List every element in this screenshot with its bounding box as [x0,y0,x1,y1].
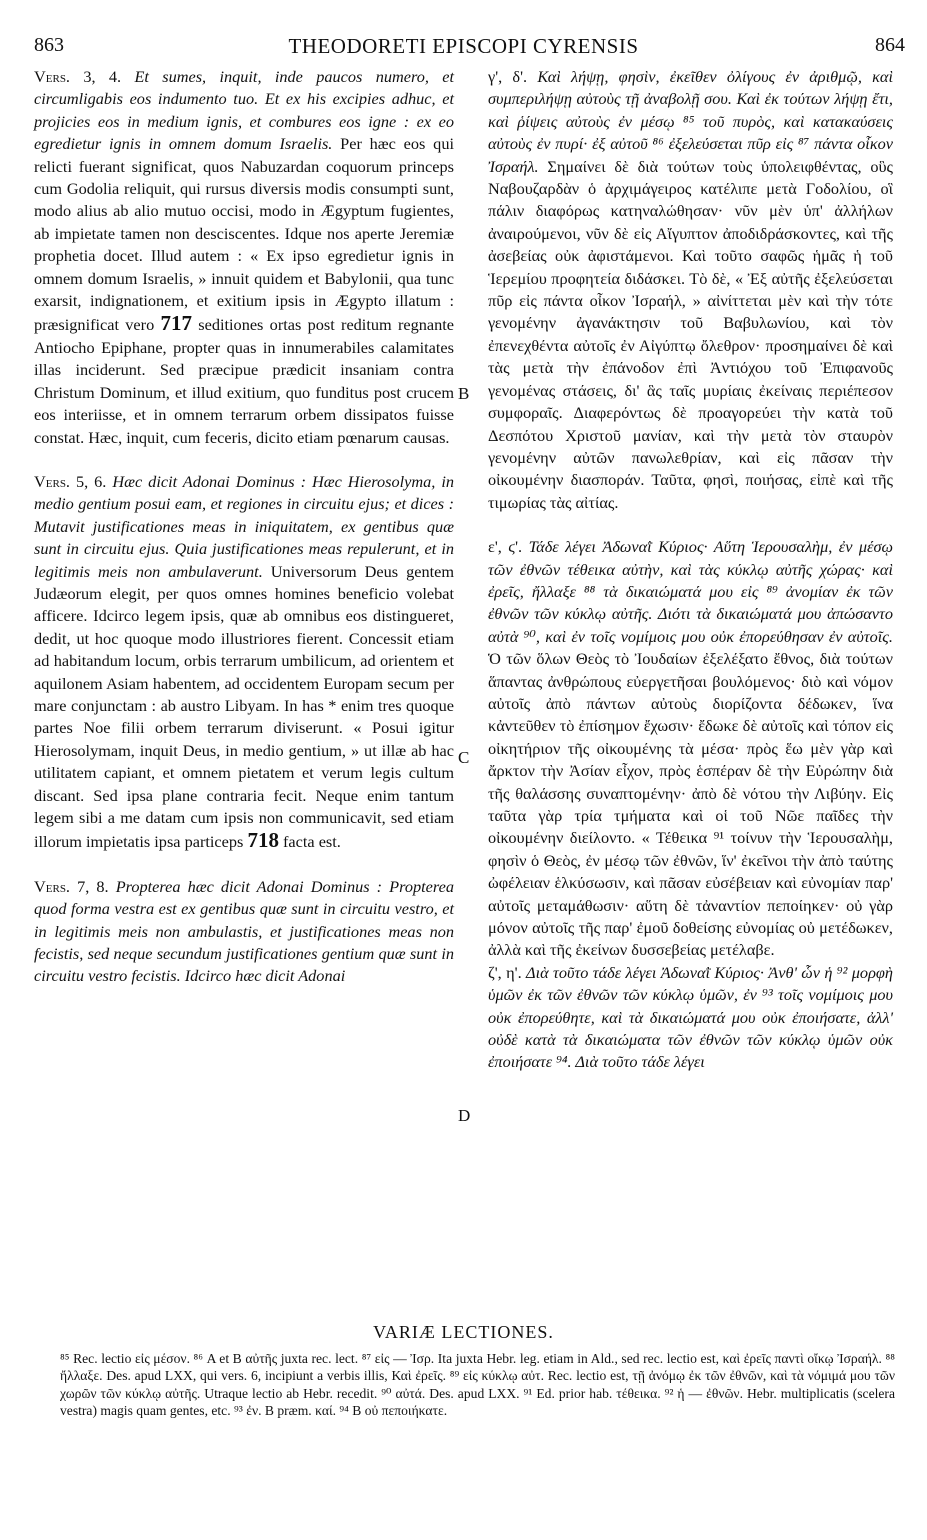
latin-column [34,66,454,1010]
commentary-text: Per hæc eos qui relicti fuerant significat, quos Nabuzardan coquorum princeps cum Godolia reliquit, qui rursus diversis modis consumpti sunt, modo alius ab alio mutuo occisi, modo in Ægyptum fugientes, ab impietate tamen non desciscentes. Idque nos aperte Jeremiæ prophetia docet. Illud autem : « Ex ipso egredietur ignis in omnem domum Israelis, » innuit quidem et Babylonii, qua tunc exarsit, indignationem, et exitium ipsis in Ægypto illatum : præsignificat vero [34,134,454,335]
commentary-text: Ὁ τῶν ὅλων Θεὸς τὸ Ἰουδαίων ἐξελέξατο ἔθνος, διὰ τούτων ἅπαντας ἀνθρώπους εὐεργετῆσαι βουλόμενος· διὸ καὶ νόμον αὐτοῖς ἀπὸ πάντων αὐτοὺς διορίζοντα δέδωκεν, ἵνα κἀντεῦθεν τὸ ἐπίσημον ἔχωσιν· ἔδωκε δὲ αὐτοῖς καὶ τόπον εἰς οἰκητήριον τῆς οἰκουμένης τὰ μέσα· πρὸς ἕω μὲν γὰρ καὶ ἄρκτον τὴν Ἀσίαν εἶχον, πρὸς ἑσπέραν δὲ τὴν Εὐρώπην διὰ τῆς θαλάσσης συναπτομένην· ἀπὸ δὲ νότου τὴν Λιβύην. Εἰς ταῦτα γὰρ τρία τμήματα καὶ οἱ τοῦ Νῶε παῖδες τὴν οἰκουμένην διείλοντο. « Τέθεικα ⁹¹ τοίνυν τὴν Ἱερουσαλὴμ, φησὶν ὁ Θεὸς, ἐν μέσῳ τῶν ἐθνῶν, ἵν' ἐκεῖνοι τὴν ἀπὸ ταύτης ὠφέλειαν ἑλκύσωσιν, καὶ πᾶσαν εὐσέβειαν καὶ εὐνομίαν παρ' αὐτοῖς μεταμάθωσιν· αὕτη δὲ τἀναντίον πεποίηκεν· οὐ γὰρ μόνον αὐτοῖς τῆς παρ' ἐμοῦ δοθείσης εὐνομίας οὐ μετέδωκεν, ἀλλὰ καὶ τῆς ἐκείνων δυσσεβείας μετέλαβε. [488,649,893,960]
commentary-text: Universorum Deus gentem Judæorum elegit, per quos omnes homines beneficio volebat afficere. Idcirco legem ipsis, quæ ab omnibus eos distingueret, dedit, ut hoc quoque modo illustriores fierent. Concessit etiam ad habitandum locum, orbis terrarum umbilicum, ad orientem et aquilonem Asiam habentem, ad occidentem Europam secum per mare conjunctam : ab austro Libyam. In has * enim tres quoque partes Noe filii orbem terrarum diviserunt. « Posui igitur Hierosolymam, inquit Deus, in medio gentium, » ut illæ ab hac utilitatem capiant, et omnem pietatem et verum legis cultum discant. Sed ipsa plane contraria fecit. Neque enim tantum legem sibi a me datam cum ipsis non communicavit, sed etiam illorum impietatis ipsa particeps [34,561,455,852]
scripture-text: Τάδε λέγει Ἀδωναῒ Κύριος· Αὕτη Ἱερουσαλὴμ, ἐν μέσῳ τῶν ἐθνῶν τέθεικα αὐτὴν, καὶ τὰς κύκλῳ αὐτῆς χώρας· καὶ ἐρεῖς, ἤλλαξε ⁸⁸ τὰ δικαιώματά μου εἰς ⁸⁹ ἀνομίαν ἐκ τῶν ἐθνῶν τῶν κύκλῳ αὐτῆς. Διότι τὰ δικαιώματά μου ἀπώσαντο αὐτὰ ⁹⁰, καὶ ἐν τοῖς νομίμοις μου οὐκ ἐπορεύθησαν ἐν αὐτοῖς. [488,537,893,646]
verse-number: ε', ϛ'. [488,537,523,557]
verse-number: ζ', η'. [488,962,522,982]
commentary-text: Σημαίνει δὲ διὰ τούτων τοὺς ὑπολειφθέντας, οὓς Ναβουζαρδὰν ὁ ἀρχιμάγειρος κατέλιπε μετὰ Γοδολίου, οἳ πάλιν διαφόρως κατηναλώθησαν· νῦν μὲν ὑπ' ἀλλήλων ἀναιρούμενοι, νῦν δὲ εἰς Αἴγυπτον ἀποδιδράσκοντες, καὶ τῆς ἀσεβείας οὐκ ἀφιστάμενοι. Καὶ τοῦτο σαφῶς ἡμᾶς ἡ τοῦ Ἱερεμίου προφητεία διδάσκει. Τὸ δὲ, « Ἐξ αὐτῆς ἐξελεύσεται πῦρ εἰς πάντα οἶκον Ἰσραήλ, » αἰνίττεται μὲν καὶ τὴν τότε γενομένην ἀγανάκτησιν τοῦ Βαβυλωνίου, καὶ τὸν ἐπενεχθέντα αὐτοῖς ἐν Αἰγύπτῳ ὄλεθρον· προσημαίνει δὲ καὶ τὰς μετὰ τὴν ἐπάνοδον ἐπὶ Ἀντιόχου τοῦ Ἐπιφανοῦς γενομένας στάσεις, δι' ἃς ταῖς μυρίαις ἐκείναις περιέπεσον συμφοραῖς. Διαφερόντως δὲ προαγορεύει τὴν κατὰ τοῦ Δεσπότου Χριστοῦ μανίαν, καὶ τὴν μετὰ τὸν σταυρὸν γενομένην αὐτῶν πανωλεθρίαν, καὶ εἰς πᾶσαν τὴν οἰκουμένην διασποράν. Ταῦτα, φησὶ, ποιήσας, εἰπὲ καὶ τῆς τιμωρίας τὰς αἰτίας. [488,156,893,512]
section-marker-c: C [458,748,470,767]
latin-paragraph-3 [34,876,454,988]
latin-paragraph-1 [34,66,454,449]
commentary-text: facta est. [283,832,341,852]
verse-number: Vers. 7, 8. [34,876,109,896]
verse-number: Vers. 5, 6. [34,471,107,491]
scripture-text: Et sumes, inquit, inde paucos numero, et circumligabis eos indumento tuo. Et ex his excipies adhuc, et projicies eos in medium ignis, et combures eos igne : ex eo egredietur ignis in omnem domum Israelis. [34,67,454,154]
section-marker-b: B [458,384,470,403]
verse-number: Vers. 3, 4. [34,67,122,86]
scripture-text: Καὶ λήψῃ, φησὶν, ἐκεῖθεν ὀλίγους ἐν ἀριθμῷ, καὶ συμπεριλήψῃ αὐτοὺς τῇ ἀναβολῇ σου. Καὶ ἐκ τούτων λήψῃ ἔτι, καὶ ῥίψεις αὐτοὺς ἐν μέσῳ ⁸⁵ τοῦ πυρὸς, καὶ κατακαύσεις αὐτοὺς ἐν πυρί· ἐξ αὐτοῦ ⁸⁶ ἐξελεύσεται πῦρ εἰς ⁸⁷ πάντα οἶκον Ἰσραήλ. [488,67,893,176]
column-number: 718 [247,828,279,853]
page-header [0,34,927,64]
page-number-right: 864 [875,34,905,56]
page-number-left: 863 [34,34,64,56]
greek-column [488,66,893,1096]
scripture-text: Hæc dicit Adonai Dominus : Hæc Hierosolyma, in medio gentium posui eam, et regiones in circuitu ejus; et dices : Mutavit justificationes meas in iniquitatem, ex gentibus quæ sunt in circuitu ejus. Quia justificationes meas repulerunt, et in legitimis meis non ambulaverunt. [34,471,454,581]
scripture-text: Διὰ τοῦτο τάδε λέγει Ἀδωναῒ Κύριος· Ἀνθ' ὧν ἡ ⁹² μορφὴ ὑμῶν ἐκ τῶν ἐθνῶν τῶν κύκλῳ ὑμῶν, ἐν ⁹³ τοῖς νομίμοις μου οὐκ ἐπορεύθητε, καὶ τὰ δικαιώματά μου οὐκ ἐποιήσατε, ἀλλ' οὐδὲ κατὰ τὰ δικαιώματα τῶν ἐθνῶν τῶν κύκλῳ ὑμῶν οὐκ ἐποιήσατε ⁹⁴. Διὰ τοῦτο τάδε λέγει [488,962,893,1072]
column-number: 717 [160,311,192,336]
variae-lectiones-notes [60,1350,895,1420]
running-title: THEODORETI EPISCOPI CYRENSIS [288,34,639,58]
variae-lectiones-title: VARIÆ LECTIONES. [373,1322,554,1342]
greek-paragraph-1 [488,66,893,514]
section-marker-d: D [458,1106,471,1125]
footnote-text: ⁸⁵ Rec. lectio εἰς μέσον. ⁸⁶ A et B αὐτῆς juxta rec. lect. ⁸⁷ εἰς — Ἰσρ. Ita juxta Hebr. leg. etiam in Ald., sed rec. lectio est, καὶ ἐρεῖς παντὶ οἴκῳ Ἰσραήλ. ⁸⁸ ἤλλαξε. Des. apud LXX, qui vers. 6, incipiunt a verbis illis, Καὶ ἐρεῖς. ⁸⁹ εἰς κύκλῳ αὐτ. Rec. lectio est, τῇ ἀνόμῳ ἐκ τῶν ἐθνῶν, καὶ τὰ νόμιμά μου τῶν χωρῶν τῶν κύκλῳ αὐτῆς. Utraque lectio ab Hebr. recedit. ⁹⁰ αὐτά. Des. apud LXX. ⁹¹ Ed. prior hab. τέθεικα. ⁹² ἡ — ἐθνῶν. Hebr. multiplicatis (scelera vestra) magis quam gentes, etc. ⁹³ ἐν. B præm. καί. ⁹⁴ B οὐ πεποιήκατε. [60,1351,895,1419]
greek-paragraph-2 [488,536,893,962]
verse-number: γ', δ'. [488,67,528,86]
latin-paragraph-2 [34,471,454,854]
scripture-text: Propterea hæc dicit Adonai Dominus : Propterea quod forma vestra est ex gentibus quæ sunt in circuitu vestro, et in legitimis meis non ambulastis, et justificationes meas non fecistis, sed neque secundum justificationes gentium quæ sunt in circuitu vestro fecistis. Idcirco hæc dicit Adonai [34,876,454,986]
commentary-text: seditiones ortas post reditum regnante Antiocho Epiphane, propter quas in innumerabiles calamitates illas inciderunt. Sed præcipue prædicit insaniam contra Christum Dominum, et illud exitium, quo funditus post crucem eos interiisse, et in omnem terrarum orbem dissipatos fuisse constat. Hæc, inquit, cum feceris, dicito etiam pœnarum causas. [34,315,454,447]
greek-paragraph-3 [488,962,893,1074]
